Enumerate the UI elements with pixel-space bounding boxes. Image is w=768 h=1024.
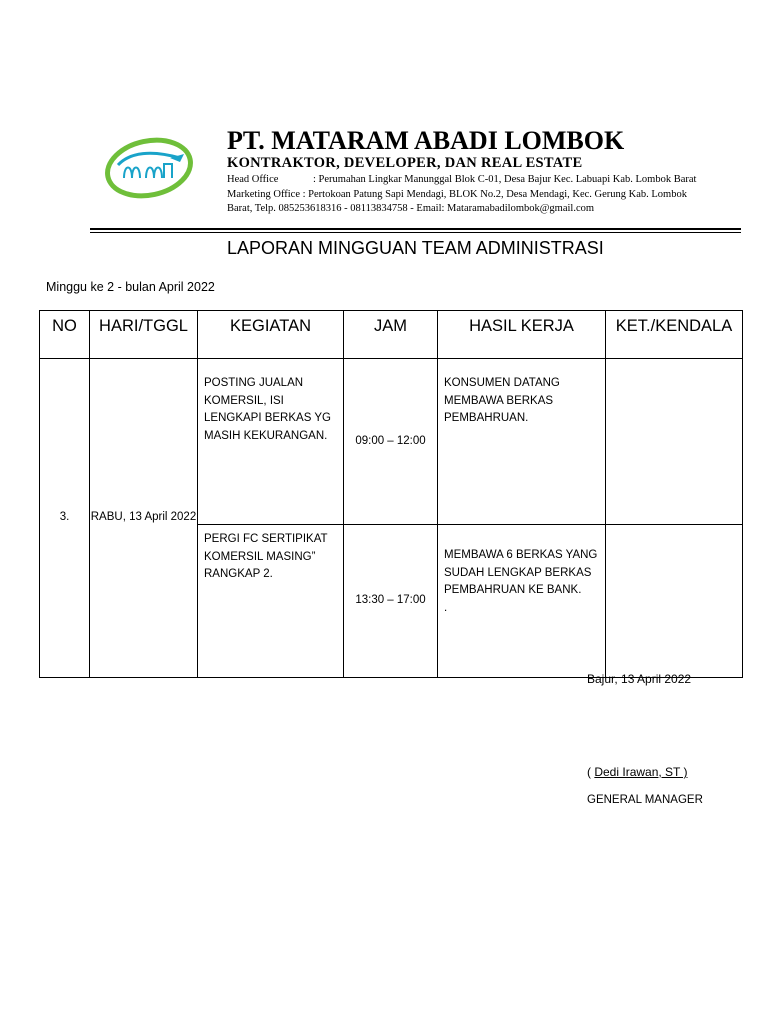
result-extra: . — [444, 601, 448, 614]
cell-note — [606, 525, 743, 678]
head-office-label: Head Office — [227, 174, 279, 185]
report-title: LAPORAN MINGGUAN TEAM ADMINISTRASI — [227, 238, 604, 258]
cell-no: 3. — [40, 359, 90, 678]
header-activity: KEGIATAN — [198, 311, 344, 359]
company-logo — [100, 128, 198, 208]
signature-name: Dedi Irawan, ST ) — [594, 765, 688, 779]
cell-activity: PERGI FC SERTIPIKAT KOMERSIL MASING” RANGKAP 2. — [198, 525, 344, 678]
table-row — [40, 359, 743, 525]
company-tagline: KONTRAKTOR, DEVELOPER, DAN REAL ESTATE — [227, 155, 583, 171]
header-result: HASIL KERJA — [438, 311, 606, 359]
cell-result — [438, 359, 606, 525]
signature-title: GENERAL MANAGER — [587, 794, 703, 806]
contact-line: Barat, Telp. 085253618316 - 08113834758 - Email: Mataramabadilombok@gmail.com — [227, 203, 595, 214]
header-divider-thick — [90, 228, 741, 230]
head-office-line — [227, 173, 742, 188]
company-name: PT. MATARAM ABADI LOMBOK — [227, 126, 625, 155]
logo-letters-icon — [124, 164, 172, 178]
activity-table — [39, 310, 743, 678]
cell-activity: POSTING JUALAN KOMERSIL, ISI LENGKAPI BERKAS YG MASIH KEKURANGAN. — [198, 359, 344, 525]
header-time: JAM — [344, 311, 438, 359]
signature-open-paren: ( — [587, 765, 595, 779]
result-text: MEMBAWA 6 BERKAS YANG SUDAH LENGKAP BERKAS PEMBAHRUAN KE BANK. — [444, 549, 598, 596]
report-week: Minggu ke 2 - bulan April 2022 — [46, 280, 215, 294]
header-day: HARI/TGGL — [90, 311, 198, 359]
head-office-text: : Perumahan Lingkar Manunggal Blok C-01, Desa Bajur Kec. Labuapi Kab. Lombok Barat — [313, 174, 697, 185]
cell-time: 13:30 – 17:00 — [344, 525, 438, 678]
marketing-office-line — [227, 188, 742, 203]
header-no: NO — [40, 311, 90, 359]
signature-date: Bajur, 13 April 2022 — [587, 672, 692, 686]
cell-time: 09:00 – 12:00 — [344, 359, 438, 525]
marketing-office-text: : Pertokoan Patung Sapi Mendagi, BLOK No.2, Desa Mendagi, Kec. Gerung Kab. Lombok — [302, 188, 687, 200]
table-header-row — [40, 311, 743, 359]
marketing-office-label: Marketing Office — [227, 188, 300, 200]
header-note: KET./KENDALA — [606, 311, 743, 359]
cell-result — [438, 525, 606, 678]
cell-note — [606, 359, 743, 525]
signature-name-line — [587, 765, 688, 779]
header-divider-thin — [90, 232, 741, 233]
cell-day: RABU, 13 April 2022 — [90, 359, 198, 678]
result-text: KONSUMEN DATANG MEMBAWA BERKAS PEMBAHRUAN. — [444, 377, 560, 424]
logo-graphic — [100, 128, 198, 208]
company-address — [227, 173, 742, 217]
